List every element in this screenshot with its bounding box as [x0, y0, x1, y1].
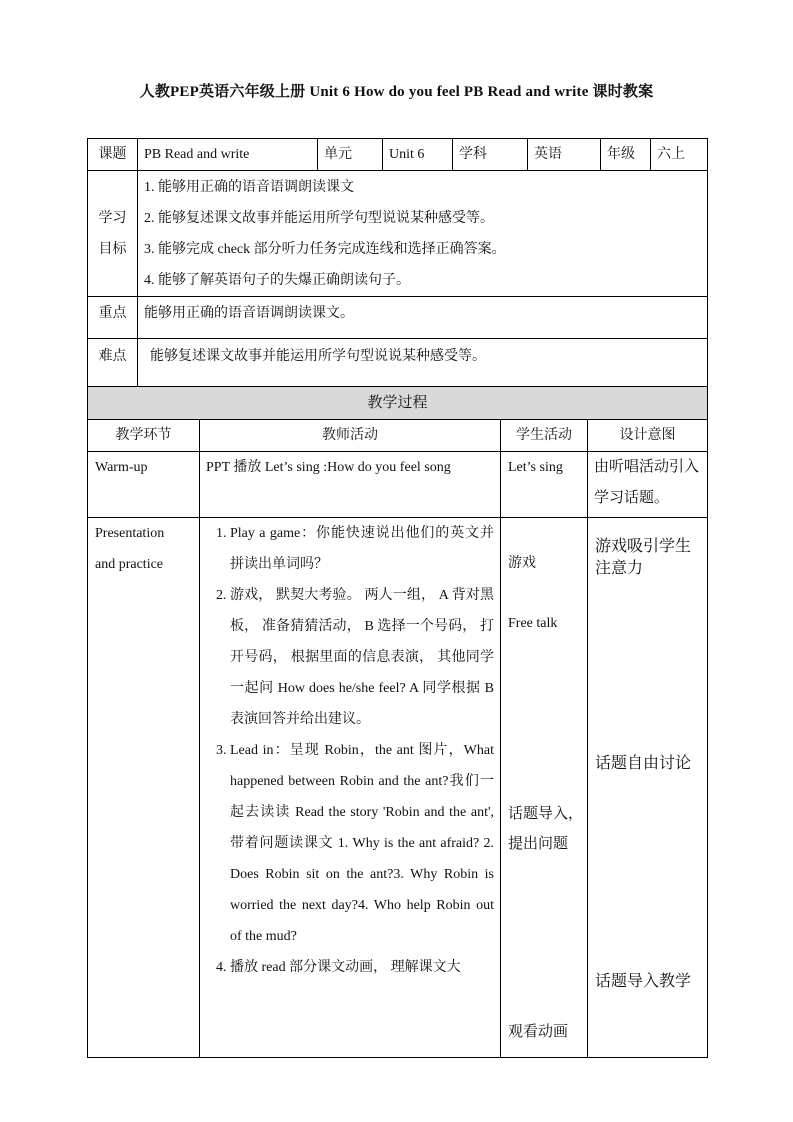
column-header: 教学环节	[88, 420, 200, 452]
presentation-teacher	[200, 518, 501, 1058]
subject-value: 英语	[528, 139, 601, 171]
goals-list	[138, 171, 708, 297]
column-header: 学生活动	[501, 420, 588, 452]
difficult-point-value: 能够复述课文故事并能运用所学句型说说某种感受等。	[138, 339, 708, 387]
process-header: 教学过程	[88, 387, 708, 420]
warmup-intent: 由听唱活动引入学习话题。	[588, 452, 708, 518]
goal-item: 3. 能够完成 check 部分听力任务完成连线和选择正确答案。	[144, 242, 506, 257]
goal-item: 4. 能够了解英语句子的失爆正确朗读句子。	[144, 273, 410, 288]
key-point-value: 能够用正确的语音语调朗读课文。	[138, 297, 708, 339]
column-header: 教师活动	[200, 420, 501, 452]
warmup-teacher: PPT 播放 Let’s sing :How do you feel song	[200, 452, 501, 518]
column-header: 设计意图	[588, 420, 708, 452]
goal-item: 2. 能够复述课文故事并能运用所学句型说说某种感受等。	[144, 211, 494, 226]
teacher-step: 1. Play a game：你能快速说出他们的英文并拼读出单词吗？	[230, 518, 494, 580]
student-activity: 话题导入，	[508, 806, 584, 822]
goals-label-line1: 学习	[98, 210, 127, 226]
presentation-student	[501, 518, 588, 1058]
document-title: 人教PEP英语六年级上册 Unit 6 How do you feel PB Read and write 课时教案	[139, 84, 654, 100]
presentation-stage	[88, 518, 200, 1058]
goal-item: 1. 能够用正确的语音语调朗读课文	[144, 180, 354, 195]
student-activity: 游戏	[508, 556, 536, 571]
subject-label: 学科	[453, 139, 528, 171]
student-activity: 提出问题	[508, 836, 569, 852]
unit-label: 单元	[318, 139, 383, 171]
warmup-stage: Warm-up	[88, 452, 200, 518]
key-point-label: 重点	[88, 297, 138, 339]
presentation-intent	[588, 518, 708, 1058]
topic-label: 课题	[88, 139, 138, 171]
presentation-stage-line2: and practice	[95, 557, 164, 572]
grade-value: 六上	[651, 139, 708, 171]
goals-label	[88, 171, 138, 297]
teacher-step: 4. 播放 read 部分课文动画， 理解课文大	[230, 952, 494, 983]
teaching-process-table	[87, 386, 708, 1058]
design-intent: 游戏吸引学生注意力	[595, 538, 692, 577]
unit-value: Unit 6	[383, 139, 453, 171]
difficult-point-label: 难点	[88, 339, 138, 387]
presentation-stage-line1: Presentation	[95, 526, 165, 541]
topic-value: PB Read and write	[138, 139, 318, 171]
teacher-step: 3. Lead in：呈现 Robin，the ant 图片，What happened between Robin and the ant?我们一起去读读 Read the story 'Robin and the ant', 带着问题读课文 1. Why is the ant afraid? 2. Does Robin sit on the ant?3. Why Robin is worried the next day?4. Who help Robin out of the mud?	[230, 735, 494, 952]
design-intent: 话题导入教学	[595, 973, 692, 990]
grade-label: 年级	[601, 139, 651, 171]
design-intent: 话题自由讨论	[595, 755, 692, 772]
warmup-student: Let’s sing	[501, 452, 588, 518]
teacher-steps-list	[200, 518, 500, 983]
student-activity: Free talk	[508, 616, 558, 631]
teacher-step: 2. 游戏， 默契大考验。 两人一组， A 背对黑板， 准备猜猜活动， B 选择一个号码， 打开号码， 根据里面的信息表演， 其他同学一起问 How does he/she feel? A 同学根据 B 表演回答并给出建议。	[230, 580, 494, 735]
student-activity: 观看动画	[508, 1024, 569, 1040]
lesson-info-table	[87, 138, 708, 387]
goals-label-line2: 目标	[98, 241, 127, 257]
